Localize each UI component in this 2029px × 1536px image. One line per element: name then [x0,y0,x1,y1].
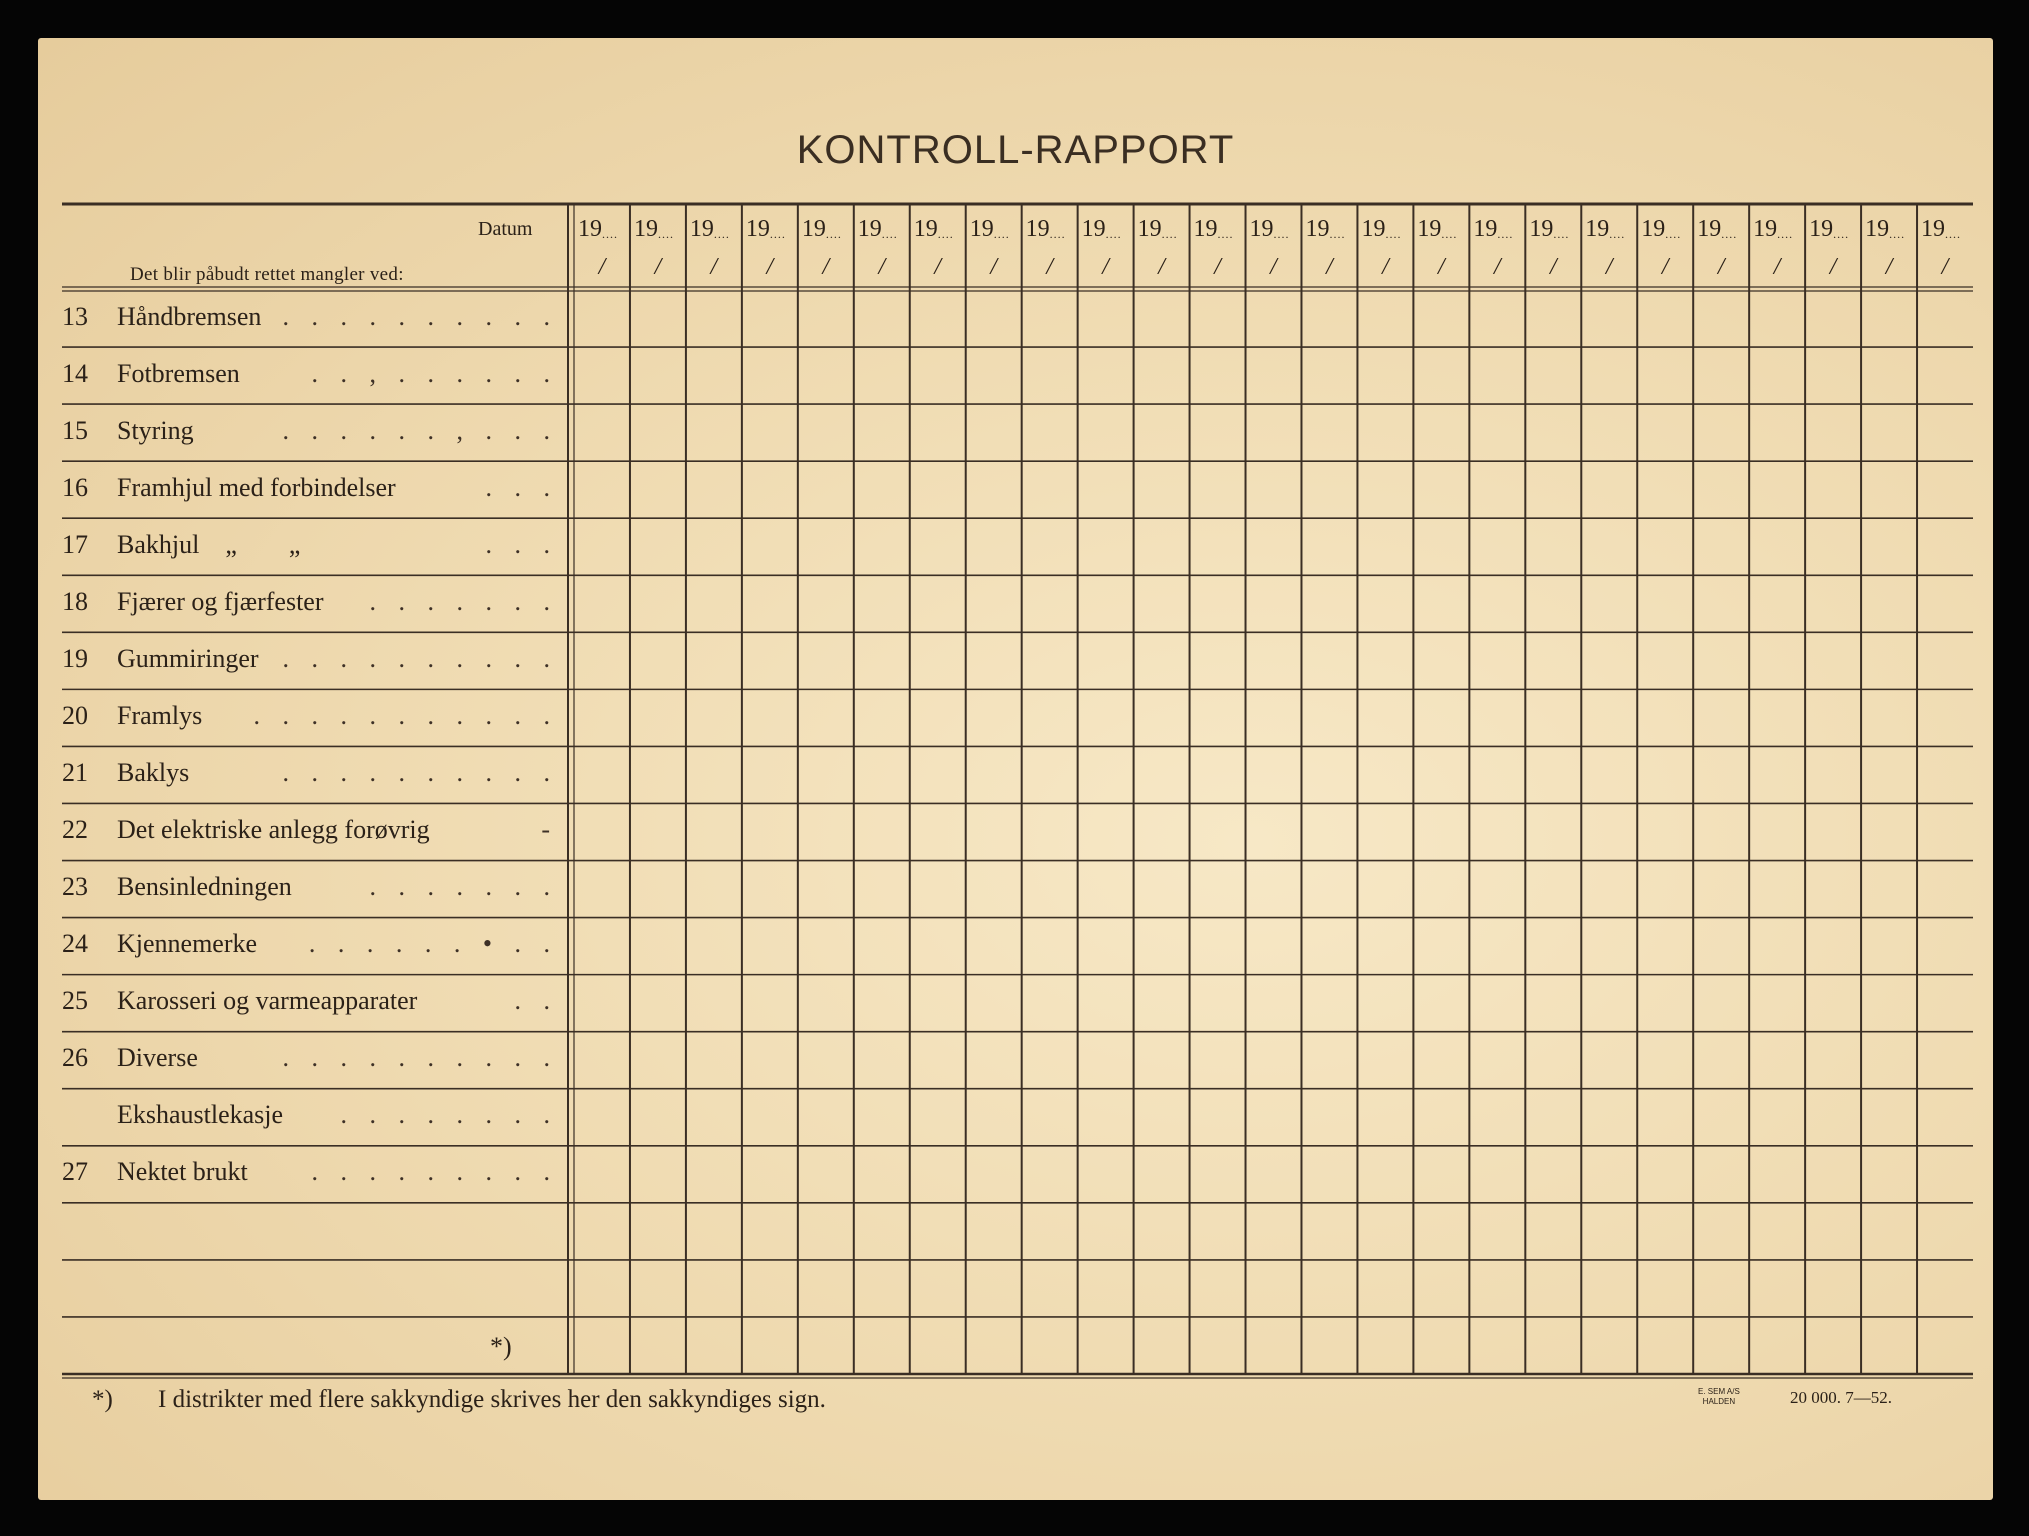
date-year-field [1473,216,1529,243]
row-label: Fotbremsen [117,358,240,388]
row-label: Framlys [117,700,203,730]
date-day-month-field: / [1549,254,1557,280]
row-leader-dots: . . . . . . • . . [308,929,558,959]
year-blank: .... [1329,227,1346,241]
row-number: 15 [62,415,88,445]
year-prefix: 19 [1809,216,1834,242]
row-leader-dots: . . . . . . . [369,872,558,902]
year-blank: .... [602,227,618,241]
row-label: Håndbremsen [117,301,262,331]
inspection-card [38,38,1993,1500]
row-leader-dots: . . . . . . . . . . [282,757,558,787]
year-prefix: 19 [1753,216,1778,242]
year-prefix: 19 [1921,216,1946,242]
row-label: Kjennemerke [117,929,258,959]
date-day-month-field: / [1270,254,1277,280]
subheader-label: Det blir påbudt rettet mangler ved: [130,264,404,285]
year-blank: .... [1609,227,1626,241]
row-leader-dots: . . . . . . . . . . [282,301,558,331]
date-year-field [1194,216,1250,243]
year-prefix: 19 [1137,216,1162,242]
date-year-field [1417,216,1473,243]
date-day-month-field: / [1605,254,1613,280]
row-leader-dots: . . . . . . . . . . [282,1043,558,1073]
row-label: Bakhjul „ „ [117,529,301,559]
year-blank: .... [1665,227,1682,241]
row-leader-dots: . . . . . . . [369,586,558,616]
year-blank: .... [1105,227,1122,241]
date-year-field [1697,216,1753,243]
row-label: Styring [117,415,194,445]
year-prefix: 19 [1081,216,1106,242]
row-number: 22 [62,815,88,844]
printer-imprint [1698,1387,1740,1407]
printer-name: E. SEM A/S [1698,1387,1740,1396]
date-year-field [1305,216,1361,243]
year-blank: .... [937,227,954,241]
date-year-field [690,216,746,243]
date-day-month-field: / [1046,254,1053,280]
year-blank: .... [1217,227,1234,241]
row-label: Nektet brukt [117,1157,248,1187]
date-day-month-field: / [1158,254,1165,280]
row-number: 17 [62,529,88,559]
year-blank: .... [1721,227,1738,241]
row-number: 20 [62,700,88,730]
date-day-month-field: / [1326,254,1333,280]
year-prefix: 19 [913,216,938,242]
year-blank: .... [1385,227,1402,241]
date-day-month-field: / [990,254,998,280]
year-prefix: 19 [745,216,770,242]
year-prefix: 19 [801,216,826,242]
row-leader-dots: . . . . . . . . . . [282,643,558,673]
year-blank: .... [657,227,674,241]
row-leader-dots: . . . . . . . . . [311,1157,558,1187]
row-number: 27 [62,1157,88,1187]
date-day-month-field: / [1661,254,1669,280]
date-year-field [914,216,970,243]
datum-label: Datum [478,218,533,240]
date-day-month-field: / [1382,254,1389,280]
row-leader-dots: - [541,815,558,844]
date-year-field [858,216,914,243]
date-year-field [970,216,1026,243]
row-number: 16 [62,472,88,502]
year-blank: .... [1777,227,1794,241]
date-year-field [1082,216,1138,243]
year-blank: .... [1497,227,1514,241]
date-day-month-field: / [1214,254,1221,280]
date-year-field [1138,216,1194,243]
row-leader-dots: . . . . . . . . . . . [253,700,558,730]
date-day-month-field: / [654,254,662,280]
date-day-month-field: / [878,254,886,280]
date-year-field [802,216,858,243]
date-year-field [1865,216,1921,243]
row-number: 23 [62,872,88,902]
row-leader-dots: . . . [485,472,558,502]
row-label: Det elektriske anlegg forøvrig [117,815,430,844]
row-label: Gummiringer [117,643,259,673]
year-prefix: 19 [1697,216,1722,242]
year-blank: .... [1553,227,1570,241]
year-blank: .... [1049,227,1066,241]
date-year-field [578,216,634,243]
year-prefix: 19 [1193,216,1218,242]
footnote-text: I distrikter med flere sakkyndige skrives her den sakkyndiges sign. [158,1386,826,1413]
year-prefix: 19 [1361,216,1386,242]
date-year-field [1529,216,1585,243]
row-number: 24 [62,929,88,959]
year-blank: .... [769,227,786,241]
printer-city: HALDEN [1702,1397,1736,1406]
date-day-month-field: / [934,254,942,280]
year-prefix: 19 [1473,216,1498,242]
year-blank: .... [1945,227,1962,241]
year-blank: .... [1161,227,1178,241]
date-day-month-field: / [822,254,830,280]
date-year-field [746,216,802,243]
row-label: Ekshaustlekasje [117,1100,284,1130]
row-leader-dots: . . . . . . , . . . [282,415,558,445]
row-number: 25 [62,986,88,1016]
row-label: Diverse [117,1043,198,1073]
year-blank: .... [1441,227,1458,241]
date-day-month-field: / [1941,254,1949,280]
year-prefix: 19 [633,216,658,242]
year-prefix: 19 [1417,216,1442,242]
print-run-info: 20 000. 7—52. [1790,1388,1892,1407]
date-day-month-field: / [1494,254,1501,280]
year-prefix: 19 [1585,216,1610,242]
year-prefix: 19 [1249,216,1274,242]
year-prefix: 19 [969,216,994,242]
row-leader-dots: . . [514,986,558,1016]
date-year-field [1921,216,1977,243]
date-year-field [1641,216,1697,243]
row-number: 13 [62,301,88,331]
year-blank: .... [993,227,1010,241]
row-leader-dots: . . , . . . . . . [311,358,558,388]
year-prefix: 19 [1025,216,1050,242]
year-prefix: 19 [578,216,602,242]
form-title: KONTROLL-RAPPORT [796,128,1235,172]
date-year-field [1250,216,1306,243]
row-leader-dots: . . . . . . . . [340,1100,558,1130]
date-day-month-field: / [1773,254,1781,280]
year-prefix: 19 [689,216,714,242]
row-leader-dots: . . . [485,529,558,559]
row-number: 26 [62,1043,88,1073]
date-day-month-field: / [766,254,774,280]
date-year-field [634,216,690,243]
signature-row-marker: *) [490,1332,512,1362]
year-blank: .... [1273,227,1290,241]
row-number: 18 [62,586,88,616]
row-label: Bensinledningen [117,872,292,902]
date-day-month-field: / [1885,254,1893,280]
row-number: 19 [62,643,88,673]
date-day-month-field: / [1829,254,1837,280]
date-year-field [1753,216,1809,243]
year-prefix: 19 [857,216,882,242]
row-label: Fjærer og fjærfester [117,586,324,616]
date-day-month-field: / [1717,254,1725,280]
date-day-month-field: / [1102,254,1109,280]
year-prefix: 19 [1529,216,1554,242]
year-prefix: 19 [1865,216,1890,242]
date-year-field [1809,216,1865,243]
year-prefix: 19 [1641,216,1666,242]
row-number: 21 [62,757,88,787]
date-day-month-field: / [710,254,718,280]
date-year-field [1585,216,1641,243]
footnote-marker: *) [92,1386,113,1413]
date-year-field [1026,216,1082,243]
date-year-field [1361,216,1417,243]
year-blank: .... [881,227,898,241]
row-label: Framhjul med forbindelser [117,472,396,502]
year-blank: .... [1889,227,1906,241]
row-label: Karosseri og varmeapparater [117,986,418,1016]
row-label: Baklys [117,757,190,787]
row-number: 14 [62,358,88,388]
year-blank: .... [1833,227,1850,241]
year-blank: .... [713,227,730,241]
year-prefix: 19 [1305,216,1330,242]
date-day-month-field: / [598,254,606,280]
date-day-month-field: / [1438,254,1445,280]
year-blank: .... [825,227,842,241]
